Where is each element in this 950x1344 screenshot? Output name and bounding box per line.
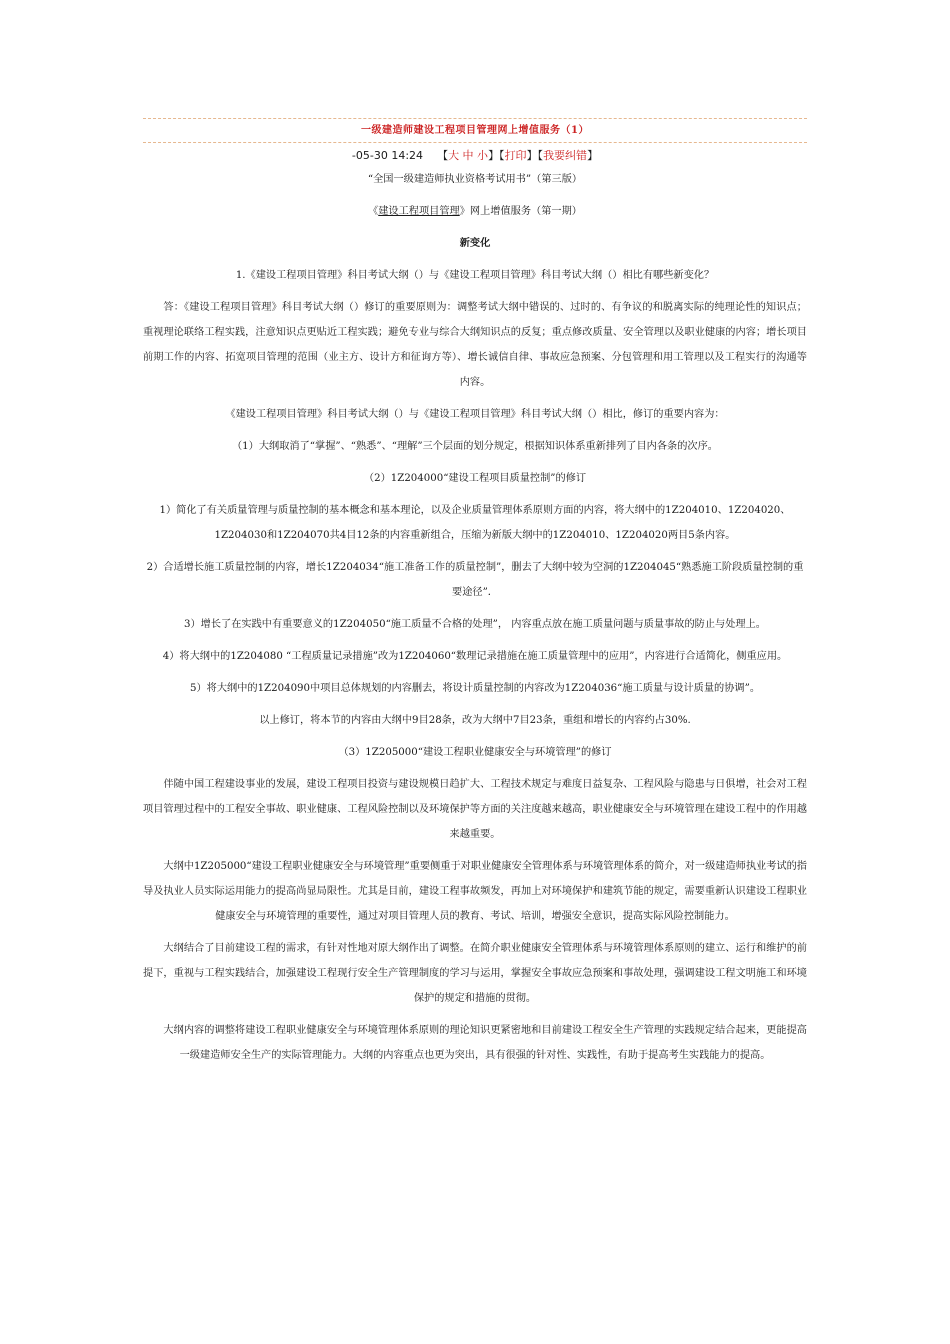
item-3-paragraph-2: 大纲中1Z205000“建设工程职业健康安全与环境管理”重要侧重于对职业健康安全管理体系与环境管理体系的简介，对一级建造师执业考试的指导及执业人员实际运用能力的提高尚显局限性。尤其是目前，建设工程事故频发，再加上对环境保护和建筑节能的规定，需要重新认识建设工程职业健康安全与环境管理的重要性，通过对项目管理人员的教育、考试、培训，增强安全意识，提高实际风险控制能力。 xyxy=(143,861,807,922)
series-line: “全国一级建造师执业资格考试用书”（第三版） xyxy=(367,174,583,185)
section-heading: 新变化 xyxy=(459,237,491,249)
item-3-title: （3）1Z205000“建设工程职业健康安全与环境管理”的修订 xyxy=(338,747,612,758)
article-meta: -05-30 14:24 【大 中 小】【打印】【我要纠错】 xyxy=(351,149,599,162)
publish-date: -05-30 14:24 xyxy=(351,149,424,162)
compare-paragraph: 《建设工程项目管理》科目考试大纲（）与《建设工程项目管理》科目考试大纲（）相比，修订的重要内容为： xyxy=(225,409,725,420)
article-title: 一级建造师建设工程项目管理网上增值服务（1） xyxy=(361,125,589,136)
item-2-point-5: 5）将大纲中的1Z204090中项目总体规划的内容删去，将设计质量控制的内容改为1Z204036“施工质量与设计质量的协调”。 xyxy=(189,683,761,694)
item-3-paragraph-3: 大纲结合了目前建设工程的需求，有针对性地对原大纲作出了调整。在简介职业健康安全管理体系与环境管理体系原则的建立、运行和维护的前提下，重视与工程实践结合，加强建设工程现行安全生产管理制度的学习与运用，掌握安全事故应急预案和事故处理，强调建设工程文明施工和环境保护的规定和措施的贯彻。 xyxy=(143,943,807,1004)
item-2-point-1: 1）简化了有关质量管理与质量控制的基本概念和基本理论，以及企业质量管理体系原则方面的内容，将大纲中的1Z204010、1Z204020、1Z204030和1Z204070共4目12条的内容重新组合，压缩为新版大纲中的1Z204010、1Z204020两目5条内容。 xyxy=(159,505,791,541)
item-2-summary: 以上修订，将本节的内容由大纲中9目28条，改为大纲中7目23条，重组和增长的内容约占30%. xyxy=(259,715,691,726)
divider-bottom xyxy=(143,142,807,143)
report-error-link[interactable]: 我要纠错 xyxy=(543,149,588,162)
item-1: （1）大纲取消了“掌握”、“熟悉”、“理解”三个层面的划分规定，根据知识体系重新排列了目内各条的次序。 xyxy=(232,441,718,452)
book-line: 《建设工程项目管理》网上增值服务（第一期） xyxy=(368,206,582,217)
answer-paragraph: 答：《建设工程项目管理》科目考试大纲（）修订的重要原则为：调整考试大纲中错误的、过时的、有争议的和脱离实际的纯理论性的知识点；重视理论联络工程实践，注意知识点更贴近工程实践；避免专业与综合大纲知识点的反复；重点修改质量、安全管理以及职业健康的内容；增长项目前期工作的内容、拓宽项目管理的范围（业主方、设计方和征询方等）、增长诚信自律、事故应急预案、分包管理和用工管理以及工程实行的沟通等内容。 xyxy=(143,302,807,388)
item-2-point-2: 2）合适增长施工质量控制的内容，增长1Z204034“施工准备工作的质量控制”，删去了大纲中较为空洞的1Z204045“熟悉施工阶段质量控制的重要途径”． xyxy=(146,562,804,598)
item-2-point-3: 3）增长了在实践中有重要意义的1Z204050“施工质量不合格的处理”， 内容重点放在施工质量问题与质量事故的防止与处理上。 xyxy=(184,619,766,630)
article xyxy=(143,118,807,1068)
font-size-switch[interactable]: 大 中 小 xyxy=(448,149,489,162)
item-3-paragraph-1: 伴随中国工程建设事业的发展，建设工程项目投资与建设规模日趋扩大、工程技术规定与难度日益复杂、工程风险与隐患与日俱增，社会对工程项目管理过程中的工程安全事故、职业健康、工程风险控制以及环境保护等方面的关注度越来越高，职业健康安全与环境管理在建设工程中的作用越来越重要。 xyxy=(143,779,807,840)
item-2-title: （2）1Z204000“建设工程项目质量控制”的修订 xyxy=(363,473,587,484)
book-link[interactable]: 建设工程项目管理 xyxy=(378,206,460,217)
item-3-paragraph-4: 大纲内容的调整将建设工程职业健康安全与环境管理体系原则的理论知识更紧密地和目前建设工程安全生产管理的实践规定结合起来，更能提高一级建造师安全生产的实际管理能力。大纲的内容重点也更为突出，具有很强的针对性、实践性，有助于提高考生实践能力的提高。 xyxy=(163,1025,807,1061)
item-2-point-4: 4）将大纲中的1Z204080 “工程质量记录措施”改为1Z204060“数理记录措施在施工质量管理中的应用”，内容进行合适简化，侧重应用。 xyxy=(162,651,788,662)
print-link[interactable]: 打印 xyxy=(504,149,527,162)
question: 1.《建设工程项目管理》科目考试大纲（）与《建设工程项目管理》科目考试大纲（）相比有哪些新变化？ xyxy=(235,270,715,281)
